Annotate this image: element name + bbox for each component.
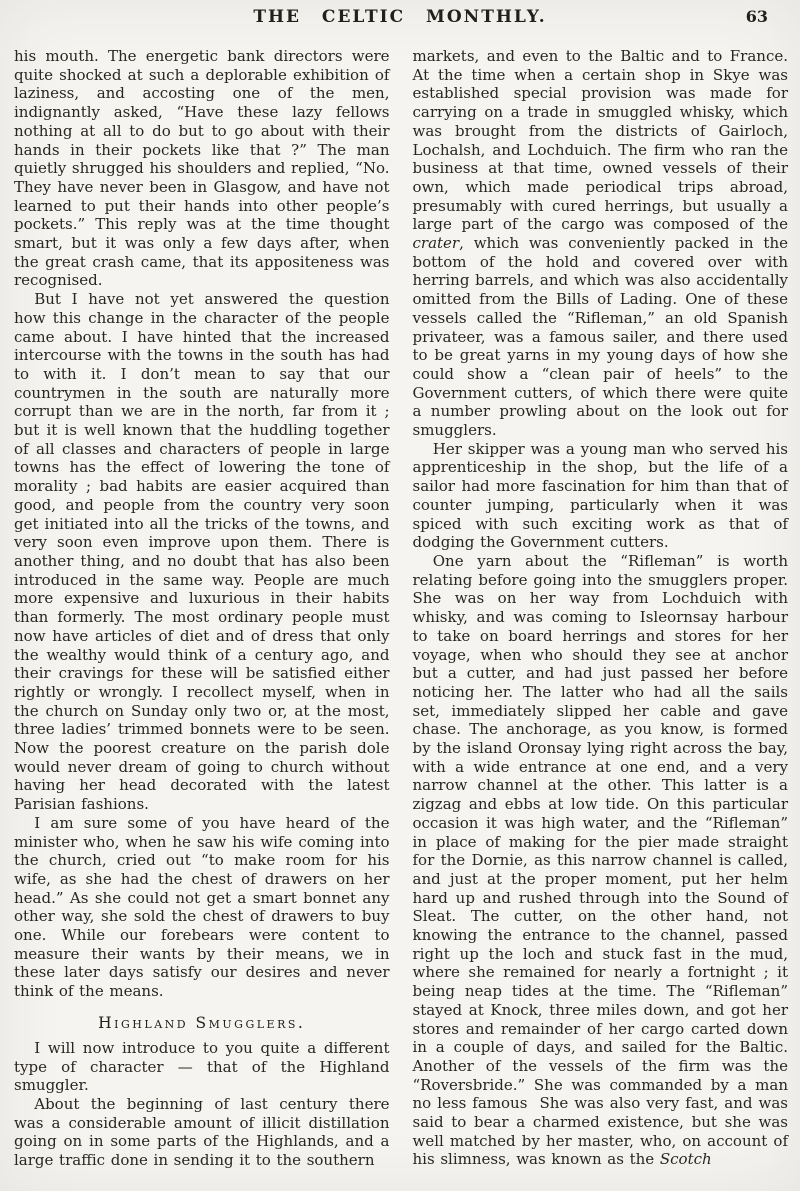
paragraph: Her skipper was a young man who served his apprenticeship in the shop, but the life of a sailor had more fascination for him than that of counter jumping, particularly when it was spiced with such exciting work as that of dodging the Government cutters. bbox=[412, 439, 788, 552]
page-number: 63 bbox=[745, 7, 768, 26]
paragraph: I am sure some of you have heard of the minister who, when he saw his wife coming into the church, cried out “to make room for his wife, as she had the chest of drawers on her head.” As she could not get a smart bonnet any other way, she sold the chest of drawers to buy one. While our forebears were content to measure their wants by their means, we in these later days satisfy our desires and never think of the means. bbox=[14, 813, 390, 1001]
journal-title: THE CELTIC MONTHLY. bbox=[253, 7, 547, 27]
paragraph: But I have not yet answered the question how this change in the character of the people came about. I have hinted that the increased intercourse with the towns in the south has had to with it. I don’t mean to say that our countrymen in the south are naturally more corrupt than we are in the north, far from it ; but it is well known that the huddling together of all classes and characters of people in large towns has the effect of lowering the tone of morality ; bad habits are easier acquired than good, and people from the country very soon get initiated into all the tricks of the towns, and very soon even improve upon them. There is another thing, and no doubt that has also been introduced in the same way. People are much more expensive and luxurious in their habits than formerly. The most ordinary people must now have articles of diet and of dress that only the wealthy would think of a century ago, and their cravings for these will be satisfied either rightly or wrongly. I recollect myself, when in the church on Sunday only two or, at the most, three ladies’ trimmed bonnets were to be seen. Now the poorest creature on the parish dole would never dream of going to church without having her head decorated with the latest Parisian fashions. bbox=[14, 290, 390, 814]
paragraph: I will now introduce to you quite a different type of character — that of the Highland smuggler. bbox=[14, 1038, 390, 1095]
two-column-body bbox=[0, 41, 800, 1170]
italic-term: Scotch bbox=[659, 1150, 712, 1169]
right-column bbox=[413, 47, 789, 1170]
paragraph-continuation bbox=[413, 47, 789, 440]
left-column bbox=[14, 47, 390, 1170]
paragraph: About the beginning of last century there was a considerable amount of illicit distillation going on in some parts of the Highlands, and a large traffic done in sending it to the southern bbox=[14, 1094, 390, 1170]
paragraph-continuation: his mouth. The energetic bank directors were quite shocked at such a deplorable exhibition of laziness, and accosting one of the men, indignantly asked, “Have these lazy fellows nothing at all to do but to go about with their hands in their pockets like that ?” The man quietly shrugged his shoulders and replied, “No. They have never been in Glasgow, and have not learned to put their hands into other people’s pockets.” This reply was at the time thought smart, but it was only a few days after, when the great crash came, that its appositeness was recognised. bbox=[14, 47, 390, 290]
page-header bbox=[0, 0, 800, 41]
paragraph-text: One yarn about the “Rifleman” is worth relating before going into the smugglers proper. She was on her way from Lochduich with whisky, and was coming to Isleornsay harbour to take on board herrings and stores for her voyage, when who should they see at anchor but a cutter, and had just passed her before noticing her. The latter who had all the sails set, immediately slipped her cable and gave chase. The anchorage, as you know, is formed by the island Oronsay lying right across the bay, with a wide entrance at one end, and a very narrow channel at the other. This latter is a zigzag and ebbs at low tide. On this particular occasion it was high water, and the “Rifleman” in place of making for the pier made straight for the Dornie, as this narrow channel is called, and just at the proper moment, put her helm hard up and rushed through into the Sound of Sleat. The cutter, on the other hand, not knowing the entrance to the channel, passed right up the loch and stuck fast in the mud, where she remained for nearly a fortnight ; it being neap tides at the time. The “Rifleman” stayed at Knock, three miles down, and got her stores and remainder of her cargo carted down in a couple of days, and sailed for the Baltic. Another of the vessels of the firm was the “Roversbride.” She was commanded by a man no less famous She was also very fast, and was said to bear a charmed existence, but she was well matched by her master, who, on account of his slimness, was known as the bbox=[412, 551, 788, 1169]
paragraph-text: , which was conveniently packed in the bottom of the hold and covered over with herring barrels, and which was also accidentally omitted from the Bills of Lading. One of these vessels called the “Rifleman,” an old Spanish privateer, was a famous sailer, and there used to be great yarns in my young days of how she could show a “clean pair of heels” to the Government cutters, of which there were quite a number prowling about on the look out for smugglers. bbox=[412, 234, 788, 440]
paragraph-text: markets, and even to the Baltic and to France. At the time when a certain shop in Skye was established special provision was made for carrying on a trade in smuggled whisky, which was brought from the districts of Gairloch, Lochalsh, and Lochduich. The firm who ran the business at that time, owned vessels of their own, which made periodical trips abroad, presumably with cured herrings, but usually a large part of the cargo was composed of the bbox=[412, 47, 788, 234]
paragraph bbox=[413, 552, 789, 1169]
italic-term: crater bbox=[412, 234, 460, 253]
section-heading: Highland Smugglers. bbox=[98, 1013, 306, 1032]
